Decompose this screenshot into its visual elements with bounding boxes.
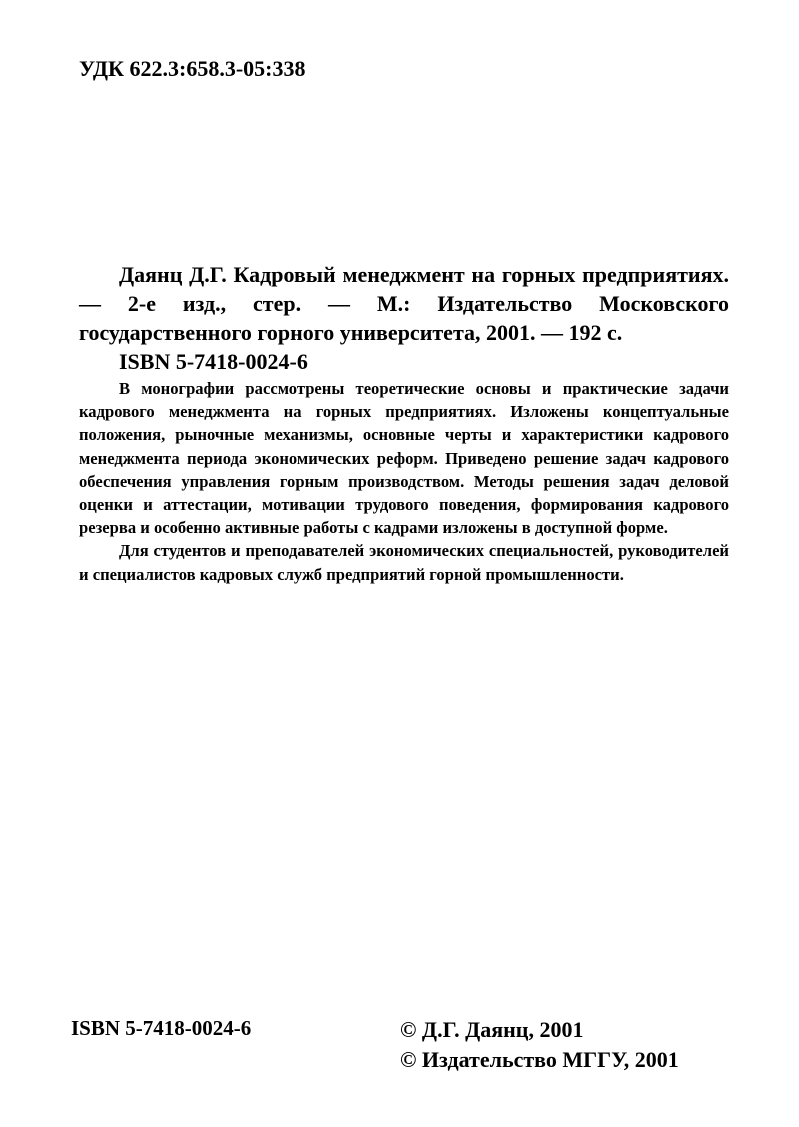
annotation-paragraph: Для студентов и преподавателей экономических специальностей, руководителей и специалистов кадровых служб предприятий горной промышленности. (79, 541, 729, 584)
udk-code: УДК 622.3:658.3-05:338 (79, 56, 306, 81)
copyright-block (400, 1015, 679, 1075)
bibliographic-citation (79, 260, 729, 376)
citation-isbn: ISBN 5-7418-0024-6 (119, 349, 308, 374)
footer-isbn: ISBN 5-7418-0024-6 (71, 1016, 252, 1040)
citation-text: Даянц Д.Г. Кадровый менеджмент на горных предприятиях. — 2-е изд., стер. — М.: Издательство Московского государственного горного университета, 2001. — 192 с. (79, 262, 729, 345)
annotation (79, 377, 729, 586)
copyright-author: © Д.Г. Даянц, 2001 (400, 1017, 584, 1042)
copyright-publisher: © Издательство МГГУ, 2001 (400, 1047, 679, 1072)
annotation-paragraph: В монографии рассмотрены теоретические основы и практические задачи кадрового менеджмента на горных предприятиях. Изложены концептуальные положения, рыночные механизмы, основные черты и характеристики кадрового менеджмента периода экономических реформ. Приведено решение задач кадрового обеспечения управления горным производством. Методы решения задач деловой оценки и аттестации, мотивации трудового поведения, формирования кадрового резерва и особенно активные работы с кадрами изложены в доступной форме. (79, 379, 729, 538)
